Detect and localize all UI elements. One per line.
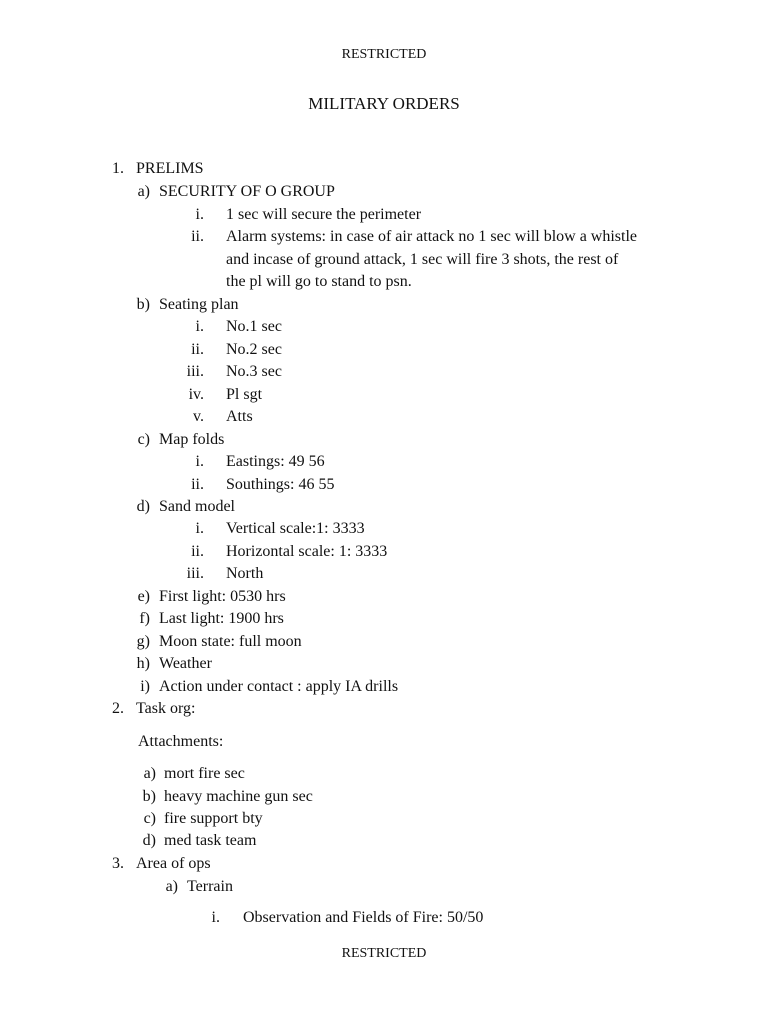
list-item: med task team	[164, 832, 257, 849]
list-marker: i.	[195, 520, 204, 537]
subsection-marker: h)	[136, 655, 150, 672]
list-marker: iii.	[186, 565, 204, 582]
subsection-heading: Last light: 1900 hrs	[159, 610, 284, 627]
subsection-marker: d)	[136, 498, 150, 515]
list-marker: d)	[142, 832, 156, 849]
list-marker: iii.	[186, 363, 204, 380]
subsection-marker: c)	[137, 431, 150, 448]
list-item: Vertical scale:1: 3333	[226, 520, 365, 537]
list-item: Observation and Fields of Fire: 50/50	[243, 909, 484, 926]
subsection-heading: Moon state: full moon	[159, 633, 302, 650]
list-marker: iv.	[188, 386, 204, 403]
list-marker: ii.	[191, 228, 204, 245]
list-item: No.3 sec	[226, 363, 282, 380]
list-marker: c)	[143, 810, 156, 827]
list-item: 1 sec will secure the perimeter	[226, 206, 422, 223]
subsection-marker: e)	[137, 588, 150, 605]
list-marker: a)	[143, 765, 156, 782]
section-heading: Task org:	[136, 700, 196, 717]
section-number: 1.	[112, 160, 124, 177]
list-item-line: Alarm systems: in case of air attack no 1 sec will blow a whistle	[226, 228, 638, 245]
section-number: 3.	[112, 855, 124, 872]
list-item-line: the pl will go to stand to psn.	[226, 273, 412, 290]
subsection-marker: f)	[139, 610, 150, 627]
subsection-heading: Sand model	[159, 498, 235, 515]
attachments-label: Attachments:	[138, 733, 224, 750]
list-item: North	[226, 565, 264, 582]
list-marker: i.	[195, 453, 204, 470]
list-marker: i.	[211, 909, 220, 926]
list-item: No.2 sec	[226, 341, 282, 358]
document-title: MILITARY ORDERS	[308, 94, 460, 113]
subsection-heading: Seating plan	[159, 296, 239, 313]
header-classification: RESTRICTED	[341, 47, 427, 62]
list-item: Atts	[226, 408, 253, 425]
footer-classification: RESTRICTED	[341, 946, 427, 961]
list-marker: v.	[193, 408, 204, 425]
section-heading: PRELIMS	[136, 160, 204, 177]
subsection-marker: a)	[137, 183, 150, 200]
list-marker: ii.	[191, 341, 204, 358]
list-item: Southings: 46 55	[226, 476, 335, 493]
list-item: mort fire sec	[164, 765, 245, 782]
list-item: No.1 sec	[226, 318, 282, 335]
subsection-marker: b)	[136, 296, 150, 313]
subsection-heading: Action under contact : apply IA drills	[159, 678, 399, 695]
section-heading: Area of ops	[136, 855, 211, 872]
list-item: Eastings: 49 56	[226, 453, 325, 470]
list-marker: ii.	[191, 543, 204, 560]
subsection-heading: Map folds	[159, 431, 225, 448]
list-item-line: and incase of ground attack, 1 sec will fire 3 shots, the rest of	[226, 251, 619, 268]
list-item: Horizontal scale: 1: 3333	[226, 543, 388, 560]
list-marker: b)	[142, 788, 156, 805]
subsection-heading: Weather	[159, 655, 212, 672]
subsection-heading: Terrain	[187, 878, 233, 895]
list-item: fire support bty	[164, 810, 263, 827]
list-item: heavy machine gun sec	[164, 788, 313, 805]
list-marker: i.	[195, 318, 204, 335]
list-item: Pl sgt	[226, 386, 263, 403]
list-marker: i.	[195, 206, 204, 223]
subsection-heading: SECURITY OF O GROUP	[159, 183, 335, 200]
subsection-heading: First light: 0530 hrs	[159, 588, 286, 605]
subsection-marker: i)	[140, 678, 150, 695]
subsection-marker: g)	[136, 633, 150, 650]
list-marker: ii.	[191, 476, 204, 493]
subsection-marker: a)	[165, 878, 178, 895]
section-number: 2.	[112, 700, 124, 717]
